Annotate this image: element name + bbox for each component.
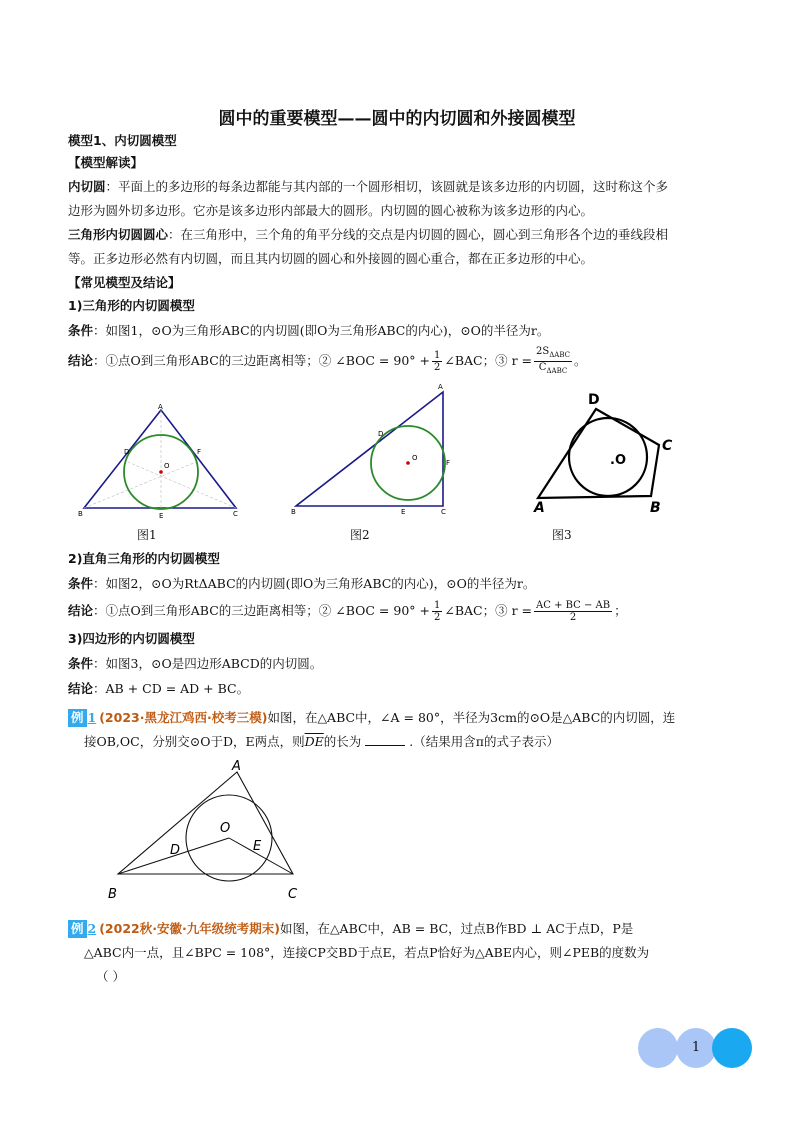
svg-text:O: O bbox=[220, 821, 231, 836]
incircle-text-1: ：平面上的多边形的每条边都能与其内部的一个圆形相切，该圆就是该多边形的内切圆，这时称这个多 bbox=[105, 179, 669, 194]
model1-heading: 模型1、内切圆模型 bbox=[68, 133, 177, 148]
svg-text:E: E bbox=[253, 839, 262, 854]
svg-text:D: D bbox=[124, 448, 130, 456]
case2-heading: 2)直角三角形的内切圆模型 bbox=[68, 551, 220, 566]
common-heading: 【常见模型及结论】 bbox=[68, 275, 181, 290]
example1-line-2: 接OB,OC，分别交⊙O于D，E两点，则$\overline{DE}$的长为 .（结果用含π的式子表示） bbox=[84, 734, 559, 749]
svg-text:C: C bbox=[441, 508, 446, 516]
incircle-definition-line-1 bbox=[68, 178, 748, 196]
case3-concl-text: ：AB + CD = AD + BC。 bbox=[93, 681, 250, 696]
case1-heading: 1)三角形的内切圆模型 bbox=[68, 298, 195, 313]
svg-text:A: A bbox=[534, 500, 545, 516]
svg-text:O: O bbox=[412, 454, 418, 462]
svg-text:A: A bbox=[158, 403, 163, 411]
case1-concl-a: ：①点O到三角形ABC的三边距离相等；② ∠BOC = 90° + bbox=[93, 353, 430, 368]
svg-text:F: F bbox=[446, 459, 451, 467]
case3-conclusion bbox=[68, 680, 748, 698]
case2-conclusion: 结论：①点O到三角形ABC的三边距离相等；② ∠BOC = 90° + $\frac{1}{2}$ ∠BAC；③ r = $\frac{AC + BC - AB}{2}$ ； bbox=[68, 600, 627, 623]
svg-text:E: E bbox=[159, 512, 164, 520]
incenter-term: 三角形内切圆圆心 bbox=[68, 227, 169, 242]
page-title: 圆中的重要模型——圆中的内切圆和外接圆模型 bbox=[218, 109, 576, 129]
case1-r-fraction: $\frac{2S_{\Delta ABC}}{C_{\Delta ABC}}$ bbox=[536, 346, 570, 375]
svg-text:B: B bbox=[650, 500, 661, 516]
figure-2-caption: 图2 bbox=[350, 528, 370, 542]
svg-text:.O: .O bbox=[610, 453, 626, 468]
incenter-text-2: 等。正多边形必然有内切圆，而且其内切圆的圆心和外接圆的圆心重合，都在正多边形的中心。 bbox=[68, 251, 594, 266]
case2-concl-a: ：①点O到三角形ABC的三边距离相等；② ∠BOC = 90° + bbox=[93, 603, 430, 618]
example2-source: (2022秋·安徽·九年级统考期末) bbox=[99, 921, 280, 936]
arc-de: $\overline{DE}$ bbox=[304, 734, 324, 749]
page-number: 1 bbox=[676, 1028, 716, 1068]
svg-text:C: C bbox=[662, 438, 673, 454]
case2-concl-b: ∠BAC；③ r = bbox=[444, 603, 533, 618]
case1-cond-label: 条件 bbox=[68, 323, 94, 338]
case2-half-fraction: $\frac{1}{2}$ bbox=[433, 600, 441, 623]
svg-text:C: C bbox=[233, 510, 238, 518]
incircle-text-2: 边形为圆外切多边形。它亦是该多边形内部最大的圆形。内切圆的圆心被称为该多边形的内心。 bbox=[68, 203, 594, 218]
case2-condition bbox=[68, 575, 748, 593]
case1-condition bbox=[68, 322, 748, 340]
case1-conclusion: 结论：①点O到三角形ABC的三边距离相等；② ∠BOC = 90° + $\frac{1}{2}$ ∠BAC；③ r = $\frac{2S_{\Delta ABC}}{C_{\Delta ABC}}$ 。 bbox=[68, 346, 587, 375]
case3-concl-label: 结论 bbox=[68, 681, 94, 696]
incenter-definition-line-1 bbox=[68, 226, 748, 244]
case2-concl-label: 结论 bbox=[68, 603, 94, 618]
case1-cond-text: ：如图1，⊙O为三角形ABC的内切圆(即O为三角形ABC的内心)，⊙O的半径为r。 bbox=[93, 323, 550, 338]
figure-3 bbox=[526, 390, 686, 516]
svg-text:C: C bbox=[288, 887, 298, 902]
incenter-text-1: ：在三角形中，三个角的角平分线的交点是内切圆的圆心，圆心到三角形各个边的垂线段相 bbox=[168, 227, 669, 242]
svg-text:D: D bbox=[378, 430, 384, 438]
example1-source: (2023·黑龙江鸡西·校考三模) bbox=[99, 710, 268, 725]
answer-blank bbox=[365, 745, 405, 746]
page-badge-decor-right bbox=[712, 1028, 752, 1068]
case2-cond-label: 条件 bbox=[68, 576, 94, 591]
svg-text:B: B bbox=[291, 508, 296, 516]
svg-text:B: B bbox=[108, 887, 117, 902]
page-badge-decor-left bbox=[638, 1028, 678, 1068]
case3-cond-label: 条件 bbox=[68, 656, 94, 671]
example2-choice-brackets: （ ） bbox=[96, 969, 125, 984]
case2-cond-text: ：如图2，⊙O为RtΔABC的内切圆(即O为三角形ABC的内心)，⊙O的半径为r。 bbox=[93, 576, 536, 591]
svg-text:D: D bbox=[588, 392, 600, 408]
example1-line-1: 例 1 (2023·黑龙江鸡西·校考三模)如图，在△ABC中，∠A = 80°，半径为3cm的⊙O是△ABC的内切圆，连 bbox=[68, 709, 748, 727]
example1-tag: 例 bbox=[68, 709, 87, 727]
example2-line-1: 例 2 (2022秋·安徽·九年级统考期末)如图，在△ABC中，AB = BC，过点B作BD ⊥ AC于点D，P是 bbox=[68, 920, 748, 938]
figure-2 bbox=[286, 380, 466, 520]
case1-half-fraction: $\frac{1}{2}$ bbox=[433, 350, 441, 373]
svg-text:E: E bbox=[401, 508, 406, 516]
case1-concl-b: ∠BAC；③ r = bbox=[444, 353, 533, 368]
example1-figure bbox=[100, 752, 320, 902]
figure-1-caption: 图1 bbox=[137, 528, 157, 542]
case3-condition bbox=[68, 655, 748, 673]
svg-text:D: D bbox=[170, 843, 181, 858]
svg-text:F: F bbox=[197, 448, 202, 456]
figure-1 bbox=[76, 402, 246, 520]
interpretation-heading: 【模型解读】 bbox=[68, 155, 144, 170]
case1-concl-label: 结论 bbox=[68, 353, 94, 368]
svg-text:O: O bbox=[164, 462, 170, 470]
example2-tag: 例 bbox=[68, 920, 87, 938]
case2-r-fraction: $\frac{AC + BC - AB}{2}$ bbox=[536, 600, 611, 623]
case3-cond-text: ：如图3，⊙O是四边形ABCD的内切圆。 bbox=[93, 656, 323, 671]
svg-text:A: A bbox=[438, 383, 443, 391]
svg-text:A: A bbox=[232, 759, 241, 774]
example2-line-2: △ABC内一点，且∠BPC = 108°，连接CP交BD于点E，若点P恰好为△ABE内心，则∠PEB的度数为 bbox=[84, 945, 650, 960]
incircle-term: 内切圆 bbox=[68, 179, 106, 194]
svg-text:B: B bbox=[78, 510, 83, 518]
case3-heading: 3)四边形的内切圆模型 bbox=[68, 631, 195, 646]
figure-3-caption: 图3 bbox=[552, 528, 572, 542]
